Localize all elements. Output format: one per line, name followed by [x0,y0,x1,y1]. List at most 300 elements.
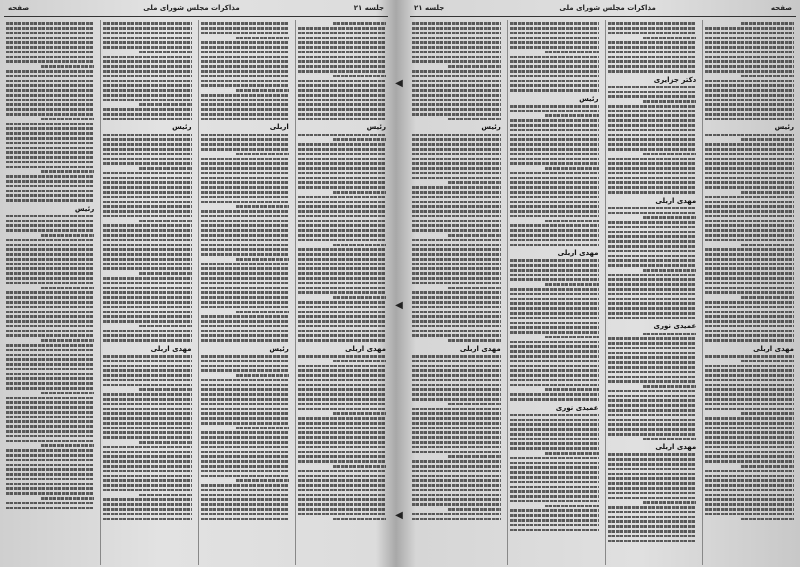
text-line [201,272,289,275]
text-line [608,235,697,238]
text-line [643,216,696,219]
text-line [6,468,94,471]
text-line [103,427,191,430]
text-line [103,408,191,411]
text-line [705,134,794,137]
text-line [510,210,599,213]
text-line [510,274,599,277]
text-line [705,306,794,309]
text-line [298,398,386,401]
text-line [448,234,501,237]
text-line [298,56,386,59]
text-line [103,239,191,242]
text-line [608,70,697,73]
text-line [6,397,94,400]
text-line [705,32,794,35]
text-line [6,123,94,126]
text-line [412,220,501,223]
text-line [6,272,94,275]
text-line [412,89,501,92]
text-line [298,89,386,92]
text-line [103,417,191,420]
text-line [741,244,794,247]
text-line [41,287,94,290]
text-line [510,269,599,272]
text-line [6,401,94,404]
text-line [608,482,697,485]
text-line [510,365,599,368]
text-line [298,220,386,223]
speaker-name: عمیدی نوری [653,322,697,331]
text-line [298,46,386,49]
text-line [298,494,386,497]
text-line [510,331,599,334]
text-line [705,267,794,270]
text-line [510,307,599,310]
text-line [103,229,191,232]
text-line [201,234,289,237]
text-line [6,215,94,218]
text-line [6,51,94,54]
text-line [510,153,599,156]
text-line [608,317,697,320]
text-line [298,339,386,342]
speaker-name: رئیس [269,344,289,353]
text-line [201,441,289,444]
text-line [201,138,289,141]
text-line [298,103,386,106]
text-line [510,414,599,417]
text-line [412,365,501,368]
text-line [705,210,794,213]
text-line [298,513,386,516]
text-line [103,311,191,314]
text-line [103,186,191,189]
speaker-name: مهدی اربلی [655,196,697,205]
text-line [412,518,501,521]
text-line [298,205,386,208]
text-line [298,32,386,35]
text-line [201,470,289,473]
text-line [510,360,599,363]
text-line [412,60,501,63]
page-title: مذاکرات مجلس شورای ملی [143,4,240,12]
text-line [298,201,386,204]
text-line [705,99,794,102]
speaker-name: رئیس [774,123,794,132]
text-line [298,379,386,382]
text-line [412,408,501,411]
text-line [298,436,386,439]
text-line [643,501,696,504]
text-line [412,503,501,506]
text-line [6,132,94,135]
text-line [201,417,289,420]
text-line [333,296,386,299]
text-line [6,229,94,232]
text-line [298,489,386,492]
text-line [545,220,598,223]
text-line [510,110,599,113]
text-line [236,258,289,261]
text-line [412,75,501,78]
text-line [201,334,289,337]
text-line [705,60,794,63]
text-line [6,440,94,443]
text-line [103,80,191,83]
text-line [201,162,289,165]
text-line [103,191,191,194]
text-line [41,234,94,237]
text-line [705,186,794,189]
text-line [608,22,697,25]
text-line [412,70,501,73]
text-line [705,239,794,242]
text-line [510,278,599,281]
text-line [705,224,794,227]
text-line [510,345,599,348]
text-line [510,234,599,237]
text-line [412,263,501,266]
text-line [510,293,599,296]
text-line [103,134,191,137]
text-line [510,317,599,320]
text-line [510,428,599,431]
text-line [510,264,599,267]
speaker-name: عمیدی نوری [555,403,599,412]
text-line [510,393,599,396]
text-line [6,80,94,83]
text-line [608,27,697,30]
text-line [510,379,599,382]
columns [4,17,388,565]
text-line [608,361,697,364]
text-line [741,360,794,363]
gutter-arrow-icon: ◀ [395,78,403,89]
text-line [412,291,501,294]
text-line [298,441,386,444]
text-line [298,186,386,189]
text-line [412,470,501,473]
text-line [412,465,501,468]
text-line [298,431,386,434]
text-line [608,110,697,113]
text-line [608,278,697,281]
text-line [608,535,697,538]
text-line [412,143,501,146]
text-line [608,312,697,315]
text-line [412,412,501,415]
text-line [201,384,289,387]
text-line [103,508,191,511]
text-line [412,441,501,444]
text-line [510,56,599,59]
text-line [201,191,289,194]
text-line [6,483,94,486]
text-line [6,32,94,35]
text-line [6,258,94,261]
page-label: صفحه [770,4,792,12]
text-line [705,272,794,275]
text-line [236,427,289,430]
text-line [412,436,501,439]
text-line [201,181,289,184]
text-line [510,350,599,353]
text-column [100,20,193,565]
text-line [139,51,192,54]
text-line [510,201,599,204]
text-line [6,473,94,476]
text-line [545,167,598,170]
text-line [201,398,289,401]
text-line [298,196,386,199]
text-line [412,80,501,83]
text-line [510,447,599,450]
text-line [412,494,501,497]
text-line [510,80,599,83]
text-line [510,32,599,35]
text-line [412,451,501,454]
text-line [412,186,501,189]
text-line [705,384,794,387]
text-line [412,196,501,199]
text-line [608,453,697,456]
text-line [608,473,697,476]
text-line [608,371,697,374]
text-line [412,113,501,116]
text-column [702,20,796,565]
text-line [41,444,94,447]
text-line [6,156,94,159]
text-line [6,368,94,371]
text-line [412,277,501,280]
text-line [705,398,794,401]
text-line [412,215,501,218]
text-line [103,113,191,116]
text-line [608,86,697,89]
speaker-name: مهدی اربلی [753,344,794,353]
text-line [6,239,94,242]
speaker-name: اربلی [269,123,289,132]
text-line [103,56,191,59]
text-line [705,417,794,420]
text-line [103,181,191,184]
text-line [201,75,289,78]
text-line [6,334,94,337]
text-line [298,325,386,328]
text-line [705,460,794,463]
text-line [608,32,697,35]
columns [410,17,796,565]
text-line [139,103,192,106]
text-line [412,191,501,194]
text-line [201,446,289,449]
text-line [741,412,794,415]
text-line [608,95,697,98]
text-line [705,508,794,511]
text-line [608,458,697,461]
text-line [608,298,697,301]
text-line [6,99,94,102]
speaker-name: رئیس [481,123,501,132]
speaker-name: مهدی اربلی [150,344,192,353]
speaker-name: مهدی اربلی [557,249,599,258]
text-line [6,166,94,169]
text-line [705,325,794,328]
text-line [608,51,697,54]
text-line [412,296,501,299]
text-line [705,408,794,411]
text-line [510,490,599,493]
text-line [103,244,191,247]
text-line [201,22,289,25]
text-line [412,355,501,358]
text-line [6,291,94,294]
text-line [608,162,697,165]
text-line [448,455,501,458]
text-line [608,274,697,277]
text-line [201,403,289,406]
text-line [201,51,289,54]
speaker-name: مهدی اربلی [655,443,697,452]
text-line [201,60,289,63]
text-line [103,446,191,449]
text-line [298,153,386,156]
text-line [103,360,191,363]
text-line [201,393,289,396]
text-line [6,267,94,270]
text-line [510,60,599,63]
text-line [412,46,501,49]
page-header [4,0,388,17]
text-line [6,127,94,130]
text-line [201,263,289,266]
text-line [6,199,94,202]
text-line [608,487,697,490]
text-line [705,330,794,333]
text-line [412,84,501,87]
text-line [201,248,289,251]
text-line [510,124,599,127]
text-line [201,301,289,304]
text-line [412,320,501,323]
text-line [6,142,94,145]
text-line [608,433,697,436]
text-line [608,212,697,215]
text-line [201,27,289,30]
text-line [298,80,386,83]
text-line [510,27,599,30]
text-line [741,22,794,25]
text-line [608,302,697,305]
text-line [298,384,386,387]
text-line [103,470,191,473]
text-line [103,518,191,521]
text-line [201,475,289,478]
text-line [412,267,501,270]
text-line [201,46,289,49]
text-line [103,451,191,454]
text-line [201,330,289,333]
text-line [298,239,386,242]
text-line [6,425,94,428]
text-line [608,419,697,422]
text-line [412,94,501,97]
text-line [103,369,191,372]
text-line [6,315,94,318]
text-line [705,80,794,83]
text-line [412,417,501,420]
text-line [298,229,386,232]
text-line [298,291,386,294]
text-line [298,508,386,511]
session-number: جلسه ۲۱ [414,4,445,12]
text-line [510,355,599,358]
text-line [298,177,386,180]
text-line [6,70,94,73]
text-line [412,282,501,285]
text-line [298,277,386,280]
text-line [6,137,94,140]
text-line [608,129,697,132]
text-line [510,84,599,87]
text-line [705,513,794,516]
text-line [608,250,697,253]
text-line [510,119,599,122]
text-line [705,393,794,396]
text-line [705,46,794,49]
text-line [510,46,599,49]
text-line [412,167,501,170]
text-line [412,244,501,247]
text-line [6,320,94,323]
text-line [608,181,697,184]
text-line [705,431,794,434]
text-line [510,70,599,73]
text-line [412,388,501,391]
text-line [705,277,794,280]
text-line [103,70,191,73]
text-line [103,339,191,342]
gutter-arrow-icon: ◀ [395,300,403,311]
text-line [103,205,191,208]
text-line [298,388,386,391]
text-line [103,306,191,309]
text-line [412,301,501,304]
text-line [510,524,599,527]
text-line [6,354,94,357]
text-line [608,530,697,533]
text-line [705,374,794,377]
text-line [201,489,289,492]
text-line [201,355,289,358]
text-line [608,520,697,523]
text-line [412,369,501,372]
text-line [448,287,501,290]
text-line [6,175,94,178]
text-line [705,27,794,30]
text-line [298,181,386,184]
text-line [298,215,386,218]
text-line [333,412,386,415]
text-line [103,355,191,358]
text-line [298,210,386,213]
text-line [705,248,794,251]
text-line [139,167,192,170]
text-line [608,337,697,340]
text-line [412,134,501,137]
text-line [510,205,599,208]
